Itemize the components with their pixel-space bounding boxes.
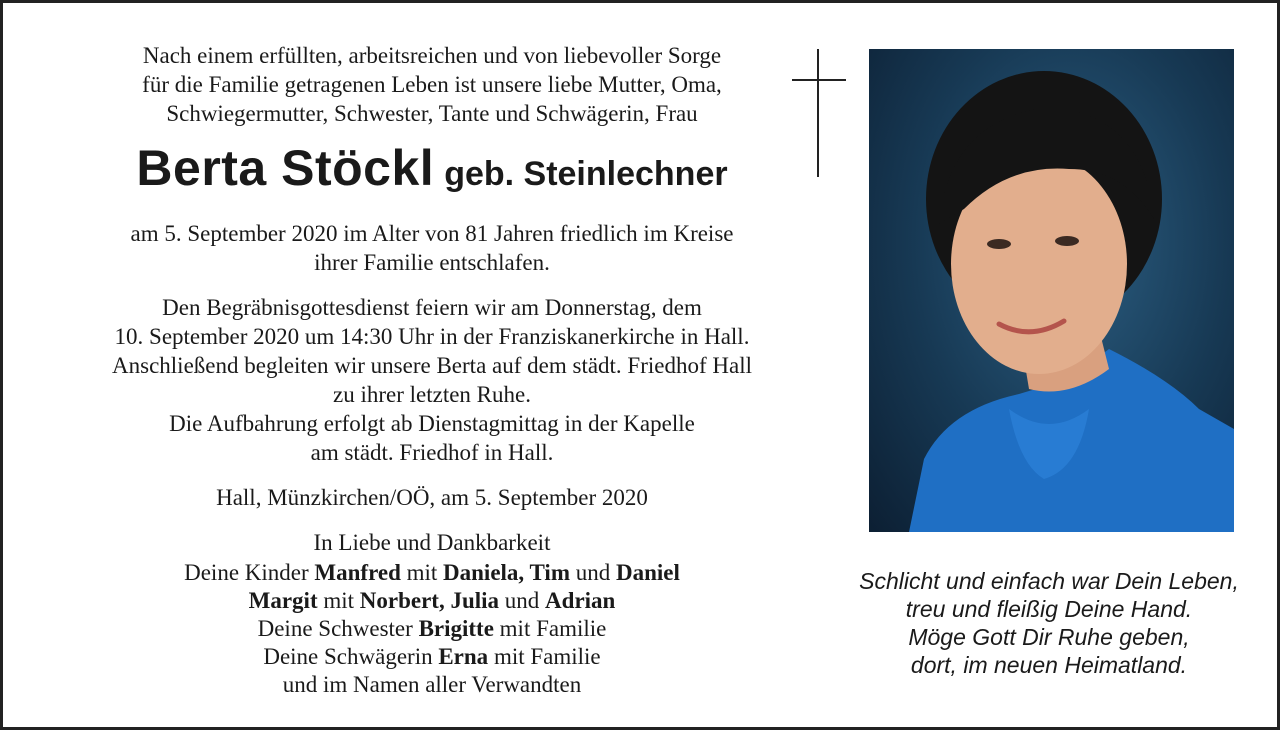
deceased-name-heading — [43, 138, 821, 211]
signer-text: mit Familie — [499, 616, 607, 641]
cross-horizontal-bar — [792, 79, 846, 81]
signer-text: und — [575, 560, 611, 585]
funeral-line: 10. September 2020 um 14:30 Uhr in der Franziskanerkirche in Hall. — [114, 324, 750, 349]
cross-icon — [792, 49, 846, 177]
intro-text — [43, 41, 821, 128]
love-line: In Liebe und Dankbarkeit — [313, 530, 551, 555]
signer-text: und — [504, 588, 540, 613]
death-announcement — [43, 219, 821, 277]
memorial-verse — [839, 567, 1259, 679]
intro-line: Schwiegermutter, Schwester, Tante und Schwägerin, Frau — [166, 101, 698, 126]
portrait-illustration — [869, 49, 1234, 532]
verse-line: dort, im neuen Heimatland. — [910, 652, 1188, 678]
signer-name: Erna — [438, 644, 489, 669]
verse-line: treu und fleißig Deine Hand. — [905, 596, 1193, 622]
maiden-name: geb. Steinlechner — [444, 155, 728, 193]
place-date: Hall, Münzkirchen/OÖ, am 5. September 2020 — [216, 485, 648, 510]
signer-line — [43, 587, 821, 615]
death-line: ihrer Familie entschlafen. — [314, 250, 550, 275]
funeral-line: Anschließend begleiten wir unsere Berta auf dem städt. Friedhof Hall — [112, 353, 752, 378]
signer-name: Norbert, Julia — [359, 588, 500, 613]
signer-name: Manfred — [314, 560, 401, 585]
signer-name: Margit — [248, 588, 318, 613]
portrait-photo — [869, 49, 1234, 532]
signers-list — [43, 559, 821, 699]
signer-text: mit Familie — [493, 644, 601, 669]
signer-name: Brigitte — [418, 616, 494, 641]
signer-text: Deine Schwester — [257, 616, 413, 641]
verse-line: Möge Gott Dir Ruhe geben, — [908, 624, 1190, 650]
signer-line — [43, 559, 821, 587]
cross-vertical-bar — [817, 49, 819, 177]
funeral-line: Die Aufbahrung erfolgt ab Dienstagmittag in der Kapelle — [169, 411, 695, 436]
signer-text: Deine Schwägerin — [263, 644, 433, 669]
verse-line: Schlicht und einfach war Dein Leben, — [859, 568, 1239, 594]
portrait-eye-right — [1055, 236, 1079, 246]
funeral-line: zu ihrer letzten Ruhe. — [333, 382, 531, 407]
signer-text: mit — [406, 560, 438, 585]
signer-line — [43, 615, 821, 643]
signer-name: Daniela, Tim — [443, 560, 570, 585]
signer-text: Deine Kinder — [184, 560, 309, 585]
signer-line — [43, 643, 821, 671]
death-line: am 5. September 2020 im Alter von 81 Jahren friedlich im Kreise — [130, 221, 734, 246]
signer-name: Adrian — [545, 588, 616, 613]
signer-name: Daniel — [615, 560, 680, 585]
deceased-name: Berta Stöckl — [136, 140, 435, 196]
intro-line: Nach einem erfüllten, arbeitsreichen und von liebevoller Sorge — [142, 43, 722, 68]
funeral-line: am städt. Friedhof in Hall. — [310, 440, 554, 465]
signer-line: und im Namen aller Verwandten — [282, 672, 582, 697]
portrait-eye-left — [987, 239, 1011, 249]
funeral-line: Den Begräbnisgottesdienst feiern wir am Donnerstag, dem — [162, 295, 702, 320]
signer-text: mit — [323, 588, 355, 613]
obituary-text-column — [43, 41, 821, 699]
intro-line: für die Familie getragenen Leben ist unsere liebe Mutter, Oma, — [142, 72, 722, 97]
funeral-details — [43, 293, 821, 467]
